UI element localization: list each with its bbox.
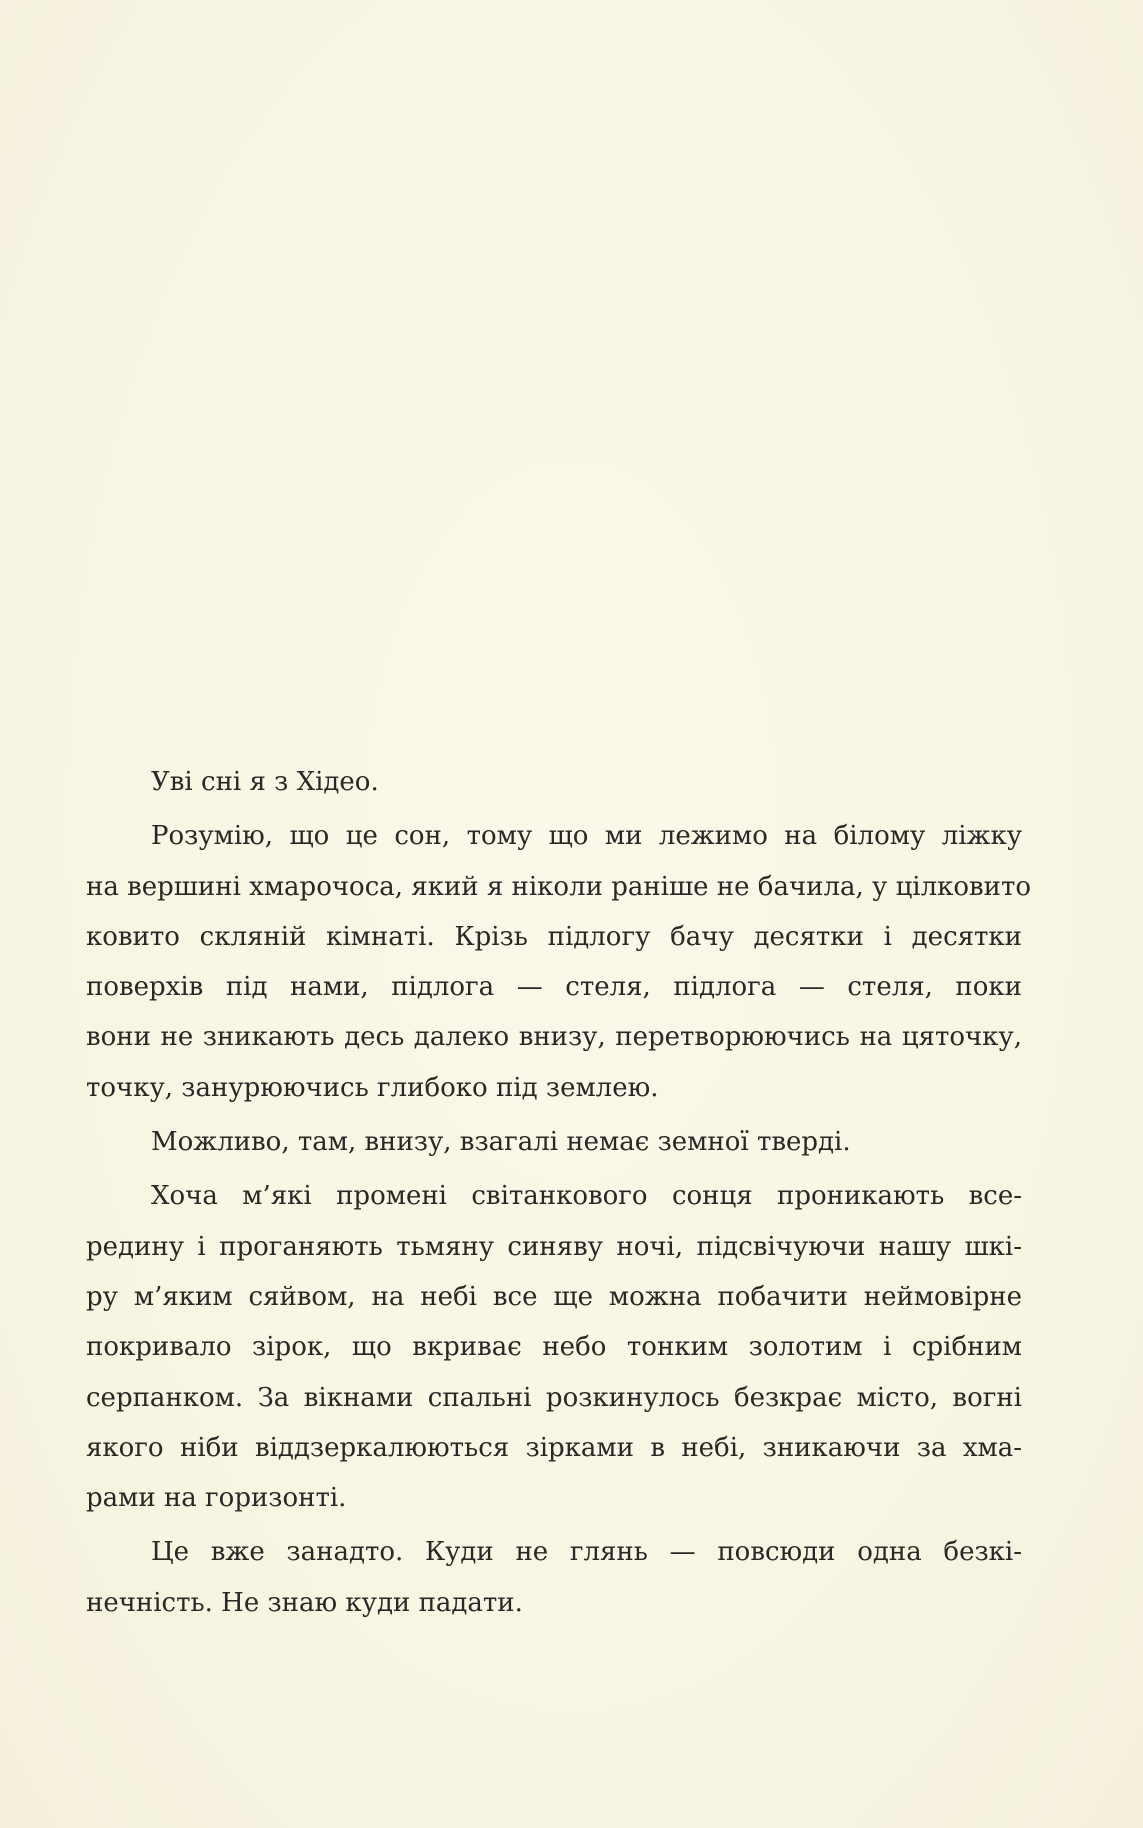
paragraph-line: на вершині хмарочоса, який я ніколи раніше не бачила, у цілковито bbox=[86, 871, 1032, 902]
paragraph-line: Розумію, що це сон, тому що ми лежимо на білому ліжку bbox=[151, 821, 1022, 852]
body-text bbox=[86, 757, 1032, 1628]
paragraph-line: якого ніби віддзеркалюються зірками в небі, зникаючи за хма- bbox=[86, 1432, 1022, 1463]
paragraph-line: Можливо, там, внизу, взагалі немає земної тверді. bbox=[151, 1127, 851, 1158]
paragraph-line: ковито скляній кімнаті. Крізь підлогу бачу десятки і десятки bbox=[86, 921, 1022, 952]
paragraph-line: серпанком. За вікнами спальні розкинулось безкрає місто, вогні bbox=[86, 1382, 1022, 1413]
paragraph-line: покривало зірок, що вкриває небо тонким золотим і срібним bbox=[86, 1332, 1022, 1363]
paragraph-line: Хоча м’які промені світанкового сонця проникають все- bbox=[151, 1181, 1022, 1212]
paragraph-line: рами на горизонті. bbox=[86, 1483, 347, 1514]
paragraph-line: поверхів під нами, підлога — стеля, підлога — стеля, поки bbox=[86, 972, 1022, 1003]
paragraph-line: Це вже занадто. Куди не глянь — повсюди одна безкі- bbox=[151, 1537, 1022, 1568]
paragraph-line: вони не зникають десь далеко внизу, перетворюючись на цяточку, bbox=[86, 1022, 1022, 1053]
paragraph-line: редину і проганяють тьмяну синяву ночі, підсвічуючи нашу шкі- bbox=[86, 1231, 1022, 1262]
paragraph-line: нечність. Не знаю куди падати. bbox=[86, 1587, 523, 1618]
paragraph-line: точку, занурюючись глибоко під землею. bbox=[86, 1072, 659, 1103]
paragraph-line: Уві сні я з Хідео. bbox=[151, 767, 379, 797]
paragraph-line: ру м’яким сяйвом, на небі все ще можна побачити неймовірне bbox=[86, 1281, 1022, 1312]
